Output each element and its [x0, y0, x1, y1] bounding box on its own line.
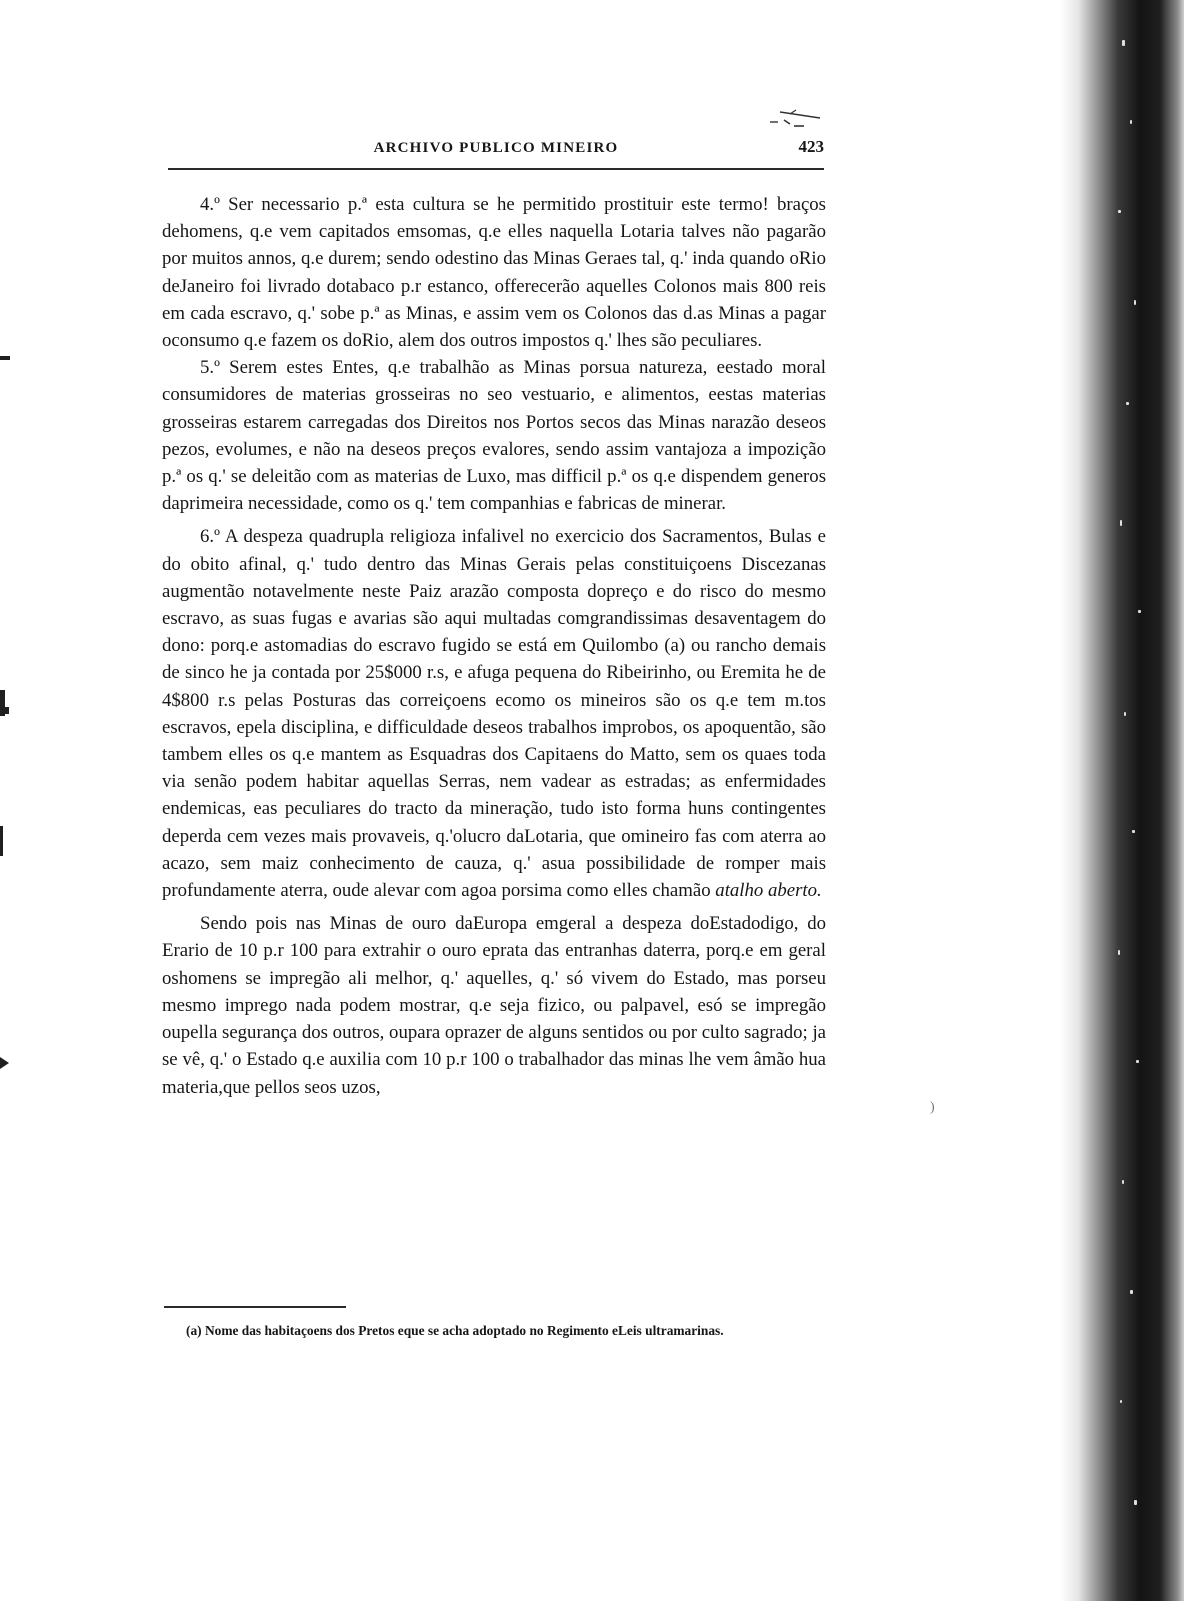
footnote: (a) Nome das habitaçoens dos Pretos eque se acha adoptado no Regimento eLeis ultramarinas. — [186, 1323, 724, 1338]
footnote-rule — [164, 1306, 346, 1308]
stray-mark: ) — [930, 1100, 935, 1115]
paragraph-item-6-text: 6.º A despeza quadrupla religioza infalivel no exercicio dos Sacramentos, Bulas e do obito afinal, q.' tudo dentro das Minas Gerais pelas constituiçoens Discezanas augmentão notavelmente neste Paiz arazão composta dopreço e do risco do mesmo escravo, as suas fugas e avarias são aqui multadas comgrandissimas desaventagem do dono: porq.e astomadias do escravo fugido se está em Quilombo (a) ou rancho demais de sinco he ja contada por 25$000 r.s, e afuga pequena do Ribeirinho, ou Eremita he de 4$800 r.s pelas Posturas das correiçoens ecomo os mineiros são os q.e tem m.tos escravos, epela disciplina, e difficuldade deseos trabalhos improbos, os apoquentão, são tambem elles os q.e mantem as Esquadras dos Capitaens do Matto, sem os quaes toda via senão podem habitar aquellas Serras, nem vadear as estradas; as enfermidades endemicas, eas peculiares do tracto da mineração, tudo isto forma huns contingentes deperda cem vezes mais provaveis, q.'olucro daLotaria, que omineiro fas com aterra ao acazo, sem maiz conhecimento de cauza, q.' asua possibilidade de romper mais profundamente aterra, oude alevar com agoa porsima como elles chamão — [162, 526, 826, 902]
paragraph-item-6 — [162, 523, 826, 904]
margin-mark — [0, 707, 9, 714]
margin-arrow-mark — [0, 1057, 9, 1069]
margin-mark — [0, 826, 3, 856]
running-header — [168, 136, 824, 166]
body-text — [162, 191, 826, 1101]
book-binding-edge — [1060, 0, 1184, 1601]
paragraph-item-5: 5.º Serem estes Entes, q.e trabalhão as Minas porsua natureza, eestado moral consumidores de materias grosseiras no seo vestuario, e alimentos, eestas materias grosseiras estarem carregadas dos Direitos nos Portos secos das Minas narazão deseos pezos, evolumes, e não na deseos preços evalores, sendo assim vantajoza a impozição p.ª os q.' se deleitão com as materias de Luxo, mas difficil p.ª os q.e dispendem generos daprimeira necessidade, como os q.' tem companhias e fabricas de minerar. — [162, 357, 826, 515]
page-number: 423 — [798, 137, 824, 156]
margin-mark — [0, 356, 10, 360]
running-title: ARCHIVO PUBLICO MINEIRO — [373, 140, 619, 156]
italic-phrase: atalho aberto. — [715, 880, 822, 902]
paragraph-item-4: 4.º Ser necessario p.ª esta cultura se he permitido prostituir este termo! braços dehomens, q.e vem capitados emsomas, q.e elles naquella Lotaria talves não pagarão por muitos annos, q.e durem; sendo odestino das Minas Geraes tal, q.' inda quando oRio deJaneiro foi livrado dotabaco p.r estanco, offerecerão aquelles Colonos mais 800 reis em cada escravo, q.' sobe p.ª as Minas, e assim vem os Colonos das d.as Minas a pagar oconsumo q.e fazem os doRio, alem dos outros impostos q.' lhes são peculiares. — [162, 194, 826, 352]
ink-smudge — [760, 106, 830, 130]
paragraph-conclusion: Sendo pois nas Minas de ouro daEuropa emgeral a despeza doEstadodigo, do Erario de 10 p.r 100 para extrahir o ouro eprata das entranhas daterra, porq.e em geral oshomens se impregão ali melhor, q.' aquelles, q.' só vivem do Estado, mas porseu mesmo imprego nada podem mostrar, q.e seja fizico, ou palpavel, esó se impregão oupella segurança dos outros, oupara oprazer de alguns sentidos ou por culto sagrado; ja se vê, q.' o Estado q.e auxilia com 10 p.r 100 o trabalhador das minas lhe vem âmão hua materia,que pellos seos uzos, — [162, 913, 826, 1098]
header-rule — [168, 168, 824, 170]
